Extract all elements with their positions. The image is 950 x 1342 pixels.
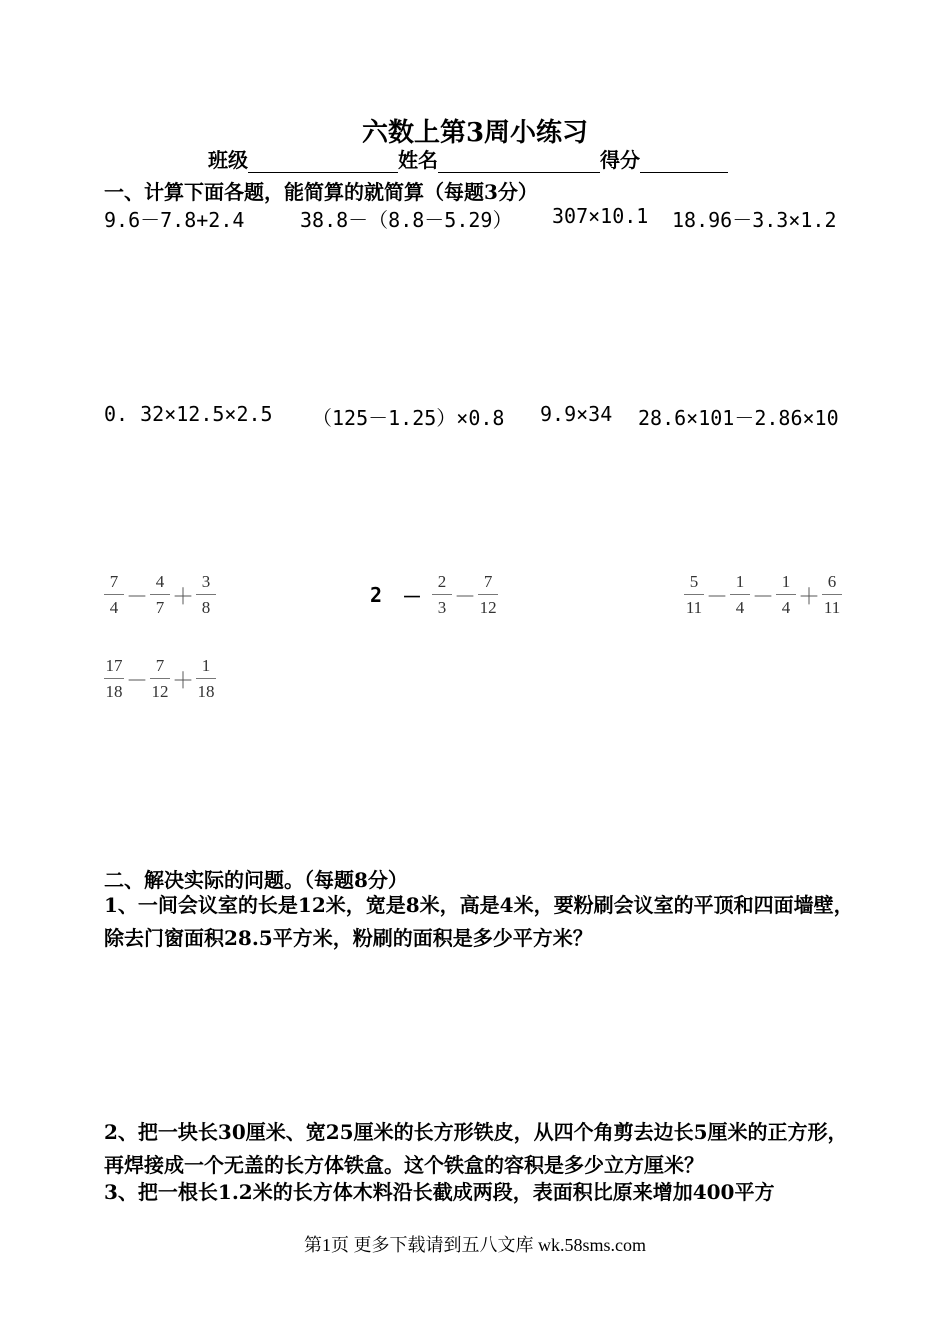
expr-1-1: 9.6－7.8+2.4	[104, 208, 245, 232]
fraction: $\frac{17}{18}$	[105, 656, 123, 701]
fraction: $\frac{7}{12}$	[151, 656, 169, 701]
name-label: 姓名	[398, 148, 438, 172]
fraction: $\frac{4}{7}$	[150, 572, 170, 618]
fraction-expr-1: $\frac{7}{4}$ － $\frac{4}{7}$ ＋ $\frac{3}{8}$	[104, 572, 216, 618]
question-2: 2、把一块长30厘米、宽25厘米的长方形铁皮，从四个角剪去边长5厘米的正方形，再焊接成一个无盖的长方体铁盒。这个铁盒的容积是多少立方厘米？	[104, 1120, 848, 1177]
page-title: 六数上第3周小练习	[361, 118, 589, 148]
expr-1-4: 18.96－3.3×1.2	[672, 208, 837, 232]
fraction: $\frac{6}{11}$	[823, 572, 841, 617]
fraction: $\frac{1}{18}$	[197, 656, 215, 701]
expr-2-1: 0. 32×12.5×2.5	[104, 402, 273, 426]
fraction-expr-3: $\frac{5}{11}$ － $\frac{1}{4}$ － $\frac{1}{4}$ ＋ $\frac{6}{11}$	[685, 572, 841, 617]
fraction: $\frac{3}{8}$	[196, 572, 216, 618]
section2-heading: 二、解决实际的问题。（每题8分）	[104, 868, 408, 892]
score-label: 得分	[600, 148, 640, 172]
expr-1-3: 307×10.1	[552, 204, 649, 228]
expr-2-2: （125－1.25）×0.8	[312, 406, 505, 430]
name-blank[interactable]	[438, 152, 600, 173]
page-footer: 第1页 更多下载请到五八文库 wk.58sms.com	[304, 1235, 646, 1255]
question-1: 1、一间会议室的长是12米，宽是8米，高是4米，要粉刷会议室的平顶和四面墙壁，除去门窗面积28.5平方米，粉刷的面积是多少平方米？	[104, 893, 854, 950]
expr-2-4: 28.6×101－2.86×10	[638, 406, 839, 430]
fraction-expr-2: 2 － $\frac{2}{3}$ － $\frac{7}{12}$	[370, 572, 497, 617]
fraction: $\frac{5}{11}$	[685, 572, 703, 617]
expr-2-3: 9.9×34	[540, 402, 613, 426]
class-label: 班级	[208, 148, 248, 172]
fraction: $\frac{2}{3}$	[432, 572, 452, 618]
fraction: $\frac{1}{4}$	[776, 572, 796, 618]
fraction: $\frac{1}{4}$	[730, 572, 750, 618]
score-blank[interactable]	[640, 152, 728, 173]
question-3: 3、把一根长1.2米的长方体木料沿长截成两段，表面积比原来增加400平方	[104, 1180, 775, 1204]
class-blank[interactable]	[248, 152, 398, 173]
fraction: $\frac{7}{4}$	[104, 572, 124, 618]
section1-heading: 一、计算下面各题，能简算的就简算（每题3分）	[104, 180, 538, 204]
expr-1-2: 38.8－（8.8－5.29）	[300, 208, 513, 232]
fraction-expr-4: $\frac{17}{18}$ － $\frac{7}{12}$ ＋ $\frac{1}{18}$	[105, 656, 215, 701]
fraction: $\frac{7}{12}$	[479, 572, 497, 617]
student-info-line	[208, 144, 728, 173]
